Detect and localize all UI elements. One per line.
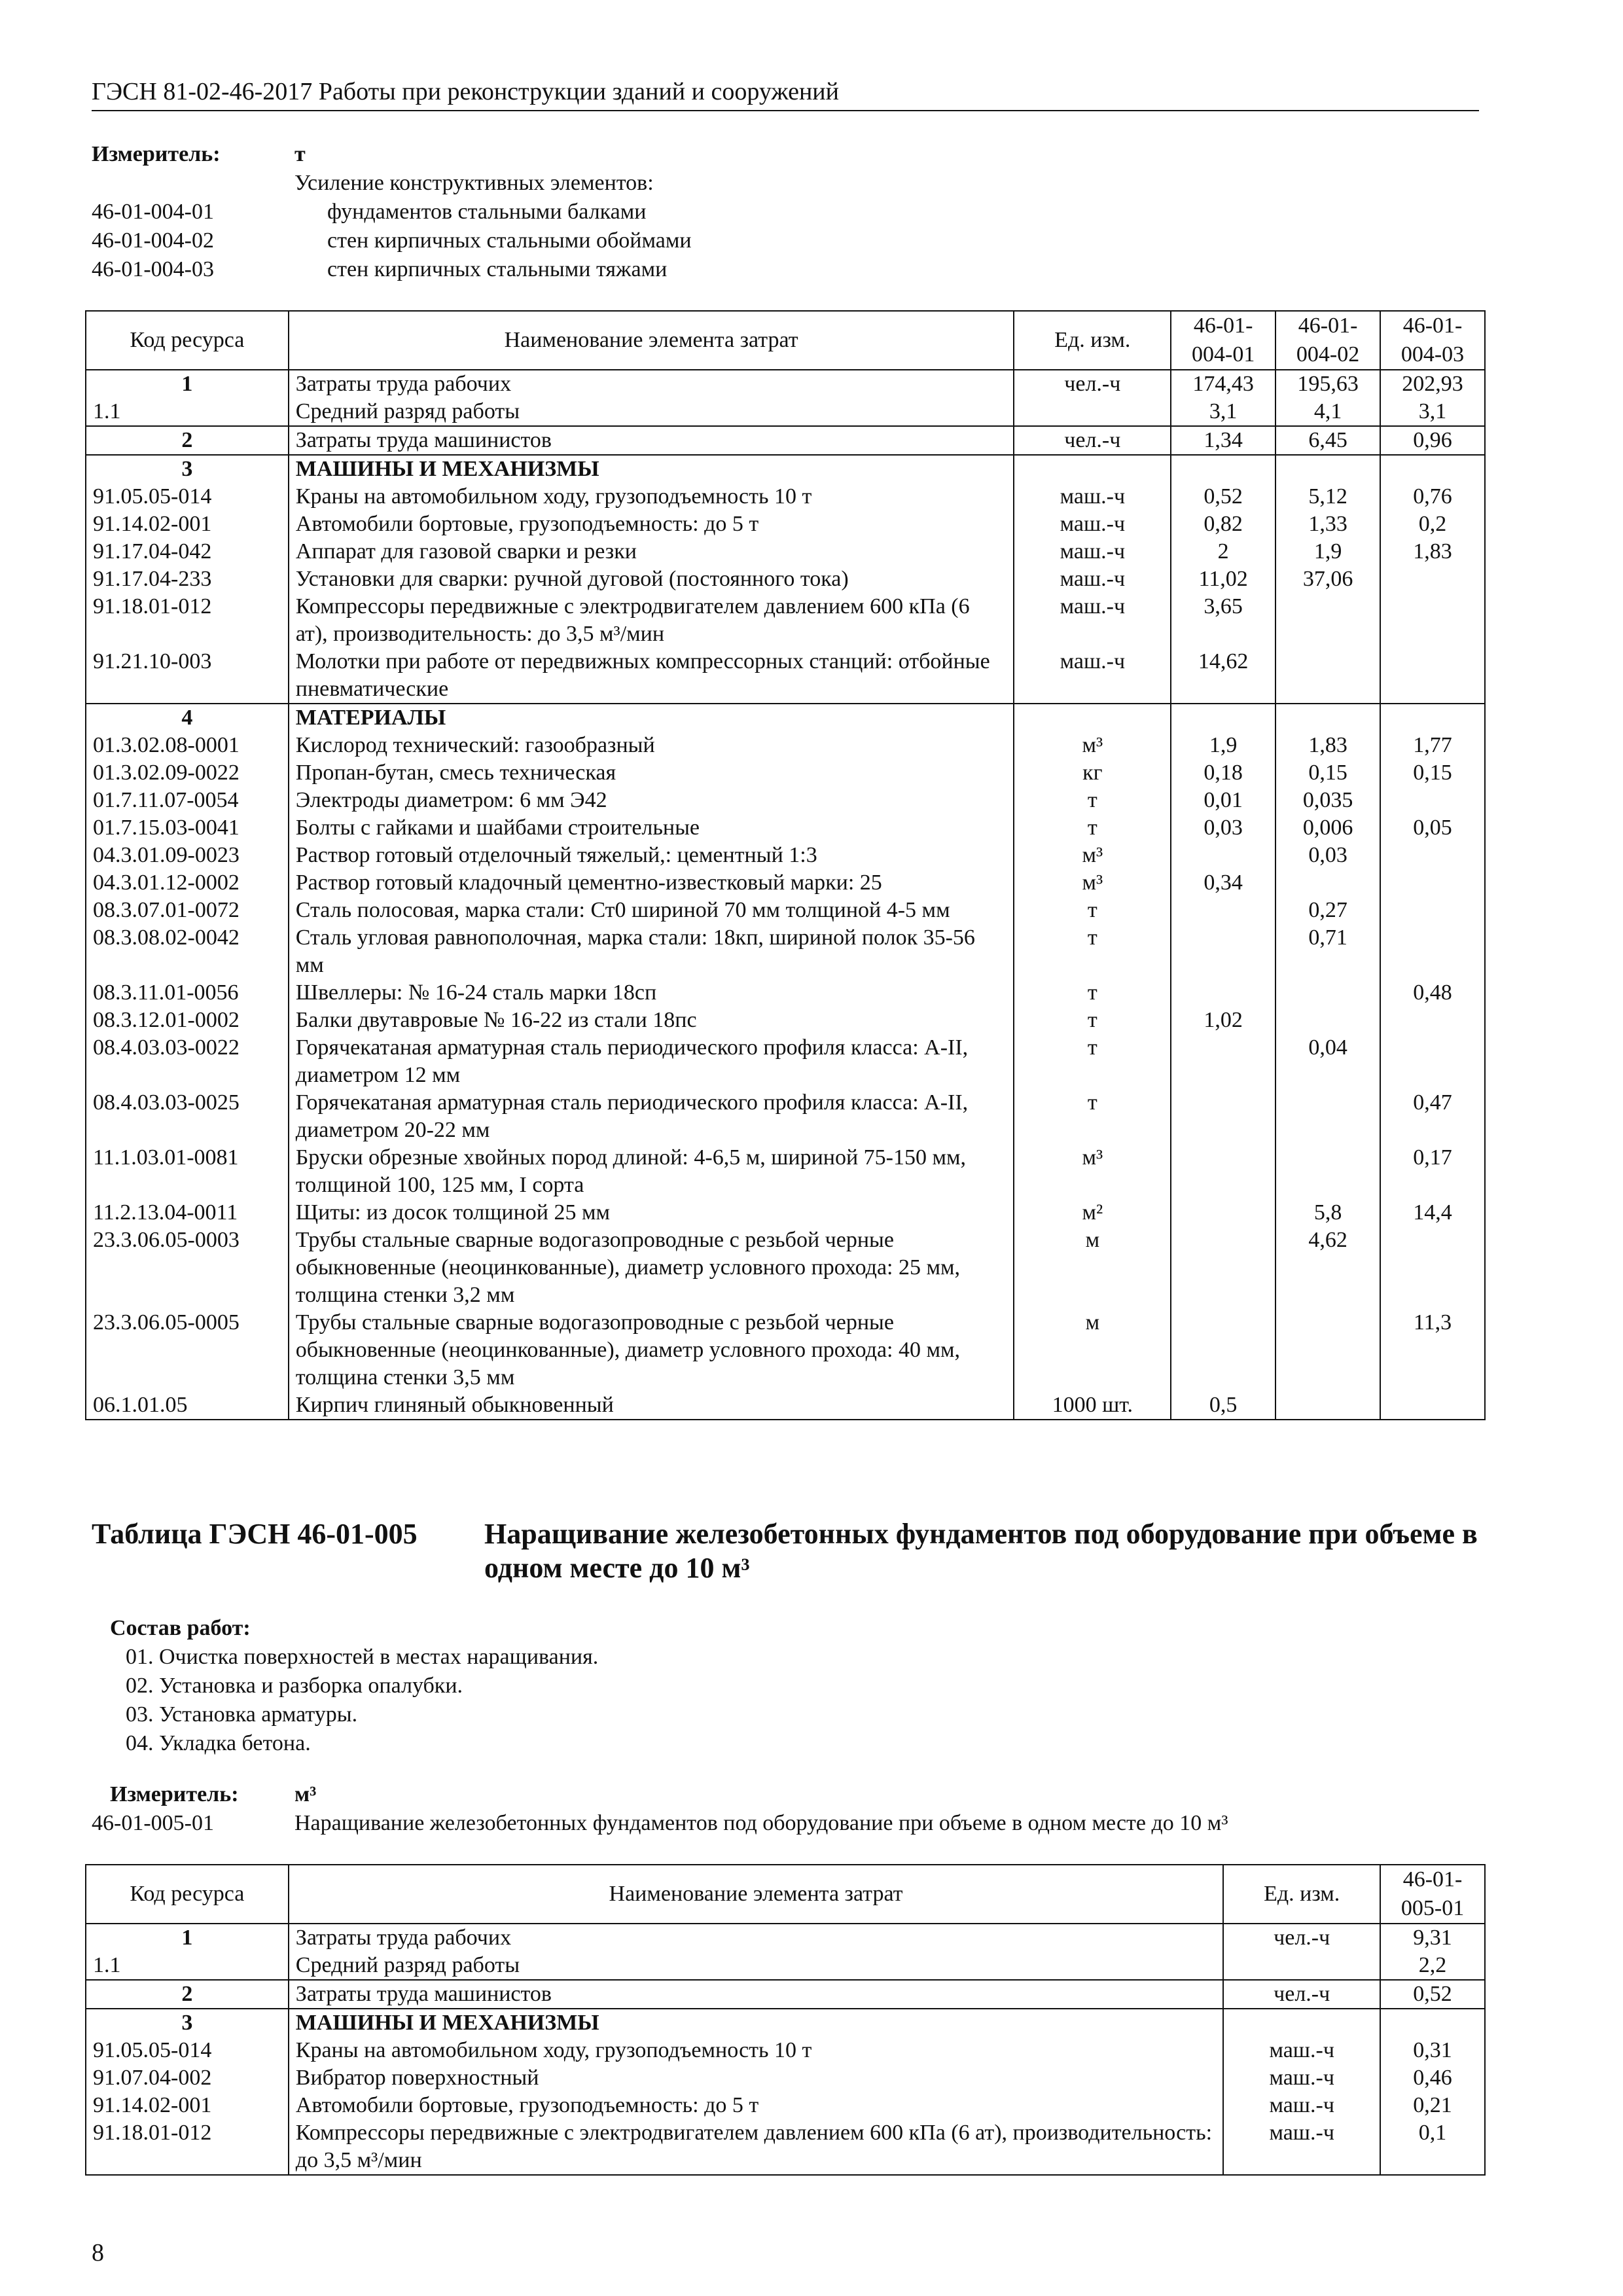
value-cell: 2 [1171, 538, 1275, 565]
name-cell: Молотки при работе от передвижных компрессорных станций: отбойные пневматические [289, 648, 1014, 704]
table-row [86, 1309, 1485, 1391]
name-cell: Трубы стальные сварные водогазопроводные с резьбой черные обыкновенные (неоцинкованные), диаметр условного прохода: 25 мм, толщина стенки 3,2 мм [289, 1227, 1014, 1309]
name-cell: Трубы стальные сварные водогазопроводные с резьбой черные обыкновенные (неоцинкованные), диаметр условного прохода: 40 мм, толщина стенки 3,5 мм [289, 1309, 1014, 1391]
table-title-text: Наращивание железобетонных фундаментов под оборудование при объеме в одном месте до 10 м³ [484, 1518, 1478, 1584]
value-cell: 174,43 [1171, 370, 1275, 398]
name-cell: Балки двутавровые № 16-22 из стали 18пс [289, 1007, 1014, 1034]
value-cell: 195,63 [1275, 370, 1380, 398]
table-row [86, 842, 1485, 869]
value-cell [1171, 924, 1275, 979]
value-cell [1380, 897, 1485, 924]
code-cell: 01.3.02.08-0001 [86, 732, 289, 759]
unit-cell [1223, 1952, 1380, 1980]
value-cell: 4,62 [1275, 1227, 1380, 1309]
table-row [86, 814, 1485, 842]
code-cell: 1 [86, 1924, 289, 1952]
col-header-name: Наименование элемента затрат [289, 1865, 1224, 1924]
code-cell: 91.17.04-042 [86, 538, 289, 565]
value-cell [1171, 1309, 1275, 1391]
value-cell: 1,77 [1380, 732, 1485, 759]
value-cell: 0,03 [1171, 814, 1275, 842]
unit-cell: т [1014, 979, 1171, 1007]
unit-cell: чел.-ч [1223, 1980, 1380, 2009]
table-row [86, 1199, 1485, 1227]
value-cell: 6,45 [1275, 426, 1380, 455]
name-cell: Затраты труда машинистов [289, 426, 1014, 455]
name-cell: Автомобили бортовые, грузоподъемность: до 5 т [289, 511, 1014, 538]
unit-cell: маш.-ч [1223, 2092, 1380, 2119]
work-item: 02. Установка и разборка опалубки. [126, 1674, 463, 1698]
value-cell [1275, 979, 1380, 1007]
col-header-norm: 46-01-004-02 [1275, 311, 1380, 370]
value-cell: 0,2 [1380, 511, 1485, 538]
unit-cell: 1000 шт. [1014, 1391, 1171, 1420]
item-name: стен кирпичных стальными обоймами [327, 228, 692, 253]
item-code: 46-01-004-02 [92, 228, 214, 253]
table-row [86, 483, 1485, 511]
value-cell: 1,02 [1171, 1007, 1275, 1034]
table-row [86, 2009, 1485, 2037]
unit-cell: чел.-ч [1014, 370, 1171, 398]
col-header-unit: Ед. изм. [1014, 311, 1171, 370]
value-cell [1171, 704, 1275, 732]
name-cell: Аппарат для газовой сварки и резки [289, 538, 1014, 565]
work-composition-heading: Состав работ: [110, 1616, 251, 1640]
value-cell: 3,65 [1171, 593, 1275, 648]
value-cell: 1,9 [1171, 732, 1275, 759]
code-cell: 08.4.03.03-0022 [86, 1034, 289, 1089]
unit-cell: т [1014, 1089, 1171, 1144]
name-cell: Сталь полосовая, марка стали: Ст0 шириной 70 мм толщиной 4-5 мм [289, 897, 1014, 924]
table-row [86, 2119, 1485, 2175]
col-header-norm: 46-01-004-01 [1171, 311, 1275, 370]
col-header-norm: 46-01-005-01 [1380, 1865, 1485, 1924]
value-cell: 11,3 [1380, 1309, 1485, 1391]
code-cell: 91.17.04-233 [86, 565, 289, 593]
value-cell [1275, 1007, 1380, 1034]
value-cell: 14,62 [1171, 648, 1275, 704]
unit-cell: т [1014, 787, 1171, 814]
value-cell: 0,006 [1275, 814, 1380, 842]
table-row [86, 370, 1485, 398]
value-cell [1275, 455, 1380, 483]
table-row [86, 1007, 1485, 1034]
code-cell: 91.07.04-002 [86, 2064, 289, 2092]
measure-label: Измеритель: [110, 1782, 239, 1806]
unit-cell: т [1014, 1007, 1171, 1034]
name-cell: Автомобили бортовые, грузоподъемность: до 5 т [289, 2092, 1224, 2119]
unit-cell: м³ [1014, 869, 1171, 897]
code-cell: 01.7.11.07-0054 [86, 787, 289, 814]
value-cell: 2,2 [1380, 1952, 1485, 1980]
code-cell: 08.3.08.02-0042 [86, 924, 289, 979]
code-cell: 91.21.10-003 [86, 648, 289, 704]
value-cell: 0,48 [1380, 979, 1485, 1007]
table-row [86, 1227, 1485, 1309]
name-cell: Раствор готовый кладочный цементно-известковый марки: 25 [289, 869, 1014, 897]
value-cell [1275, 1144, 1380, 1199]
value-cell [1275, 869, 1380, 897]
value-cell: 0,82 [1171, 511, 1275, 538]
unit-cell: м³ [1014, 842, 1171, 869]
value-cell: 0,52 [1380, 1980, 1485, 2009]
name-cell: Горячекатаная арматурная сталь периодического профиля класса: А-II, диаметром 20-22 мм [289, 1089, 1014, 1144]
item-name: Наращивание железобетонных фундаментов под оборудование при объеме в одном месте до 10 м³ [294, 1811, 1228, 1835]
page-header: ГЭСН 81-02-46-2017 Работы при реконструкции зданий и сооружений [92, 77, 1479, 111]
table-row [86, 593, 1485, 648]
value-cell [1380, 869, 1485, 897]
table-title-label: Таблица ГЭСН 46-01-005 [92, 1518, 418, 1550]
unit-cell: т [1014, 814, 1171, 842]
col-header-unit: Ед. изм. [1223, 1865, 1380, 1924]
unit-cell [1223, 2009, 1380, 2037]
unit-cell: м³ [1014, 732, 1171, 759]
code-cell: 2 [86, 1980, 289, 2009]
item-name: стен кирпичных стальными тяжами [327, 257, 668, 281]
unit-cell: т [1014, 924, 1171, 979]
value-cell [1380, 1034, 1485, 1089]
value-cell [1275, 1391, 1380, 1420]
unit-cell [1014, 704, 1171, 732]
code-cell: 11.1.03.01-0081 [86, 1144, 289, 1199]
unit-cell: м [1014, 1227, 1171, 1309]
value-cell: 0,27 [1275, 897, 1380, 924]
name-cell: Сталь угловая равнополочная, марка стали: 18кп, шириной полок 35-56 мм [289, 924, 1014, 979]
unit-cell: м² [1014, 1199, 1171, 1227]
unit-cell: кг [1014, 759, 1171, 787]
value-cell: 0,01 [1171, 787, 1275, 814]
name-cell: Швеллеры: № 16-24 сталь марки 18сп [289, 979, 1014, 1007]
table-row [86, 1980, 1485, 2009]
value-cell: 1,9 [1275, 538, 1380, 565]
unit-cell: маш.-ч [1223, 2064, 1380, 2092]
code-cell: 1.1 [86, 1952, 289, 1980]
value-cell [1171, 897, 1275, 924]
code-cell: 2 [86, 426, 289, 455]
col-header-code: Код ресурса [86, 311, 289, 370]
value-cell: 1,33 [1275, 511, 1380, 538]
name-cell: Раствор готовый отделочный тяжелый,: цементный 1:3 [289, 842, 1014, 869]
value-cell: 0,15 [1380, 759, 1485, 787]
name-cell: Затраты труда машинистов [289, 1980, 1224, 2009]
value-cell: 0,21 [1380, 2092, 1485, 2119]
col-header-code: Код ресурса [86, 1865, 289, 1924]
name-cell: Болты с гайками и шайбами строительные [289, 814, 1014, 842]
value-cell: 0,035 [1275, 787, 1380, 814]
value-cell: 1,83 [1275, 732, 1380, 759]
unit-cell: м [1014, 1309, 1171, 1391]
table-row [86, 2064, 1485, 2092]
table-row [86, 538, 1485, 565]
code-cell: 23.3.06.05-0005 [86, 1309, 289, 1391]
value-cell [1380, 593, 1485, 648]
name-cell: МАТЕРИАЛЫ [289, 704, 1014, 732]
table-row [86, 2037, 1485, 2064]
table-row [86, 759, 1485, 787]
value-cell [1275, 1309, 1380, 1391]
value-cell [1171, 1089, 1275, 1144]
value-cell: 0,03 [1275, 842, 1380, 869]
code-cell: 08.3.11.01-0056 [86, 979, 289, 1007]
code-cell: 91.14.02-001 [86, 511, 289, 538]
name-cell: МАШИНЫ И МЕХАНИЗМЫ [289, 455, 1014, 483]
code-cell: 08.3.07.01-0072 [86, 897, 289, 924]
table-row [86, 1391, 1485, 1420]
name-cell: Компрессоры передвижные с электродвигателем давлением 600 кПа (6 ат), производительность: до 3,5 м³/мин [289, 593, 1014, 648]
value-cell [1380, 787, 1485, 814]
value-cell: 0,17 [1380, 1144, 1485, 1199]
measure-value: м³ [294, 1782, 317, 1806]
unit-cell: маш.-ч [1014, 648, 1171, 704]
value-cell: 0,76 [1380, 483, 1485, 511]
table-row [86, 1089, 1485, 1144]
value-cell: 0,96 [1380, 426, 1485, 455]
code-cell: 4 [86, 704, 289, 732]
table-row [86, 1924, 1485, 1952]
value-cell: 202,93 [1380, 370, 1485, 398]
work-item: 01. Очистка поверхностей в местах наращивания. [126, 1645, 599, 1669]
value-cell: 5,8 [1275, 1199, 1380, 1227]
unit-cell: маш.-ч [1014, 565, 1171, 593]
value-cell: 0,31 [1380, 2037, 1485, 2064]
value-cell [1380, 648, 1485, 704]
value-cell: 1,83 [1380, 538, 1485, 565]
table-row [86, 1952, 1485, 1980]
unit-cell: маш.-ч [1223, 2037, 1380, 2064]
code-cell: 01.7.15.03-0041 [86, 814, 289, 842]
value-cell [1380, 1391, 1485, 1420]
value-cell: 9,31 [1380, 1924, 1485, 1952]
code-cell: 23.3.06.05-0003 [86, 1227, 289, 1309]
name-cell: Средний разряд работы [289, 1952, 1224, 1980]
unit-cell: маш.-ч [1014, 483, 1171, 511]
measure-block-2 [92, 1780, 1228, 1838]
name-cell: Горячекатаная арматурная сталь периодического профиля класса: А-II, диаметром 12 мм [289, 1034, 1014, 1089]
work-item: 04. Укладка бетона. [126, 1731, 311, 1755]
table-row [86, 455, 1485, 483]
name-cell: Установки для сварки: ручной дуговой (постоянного тока) [289, 565, 1014, 593]
code-cell: 91.18.01-012 [86, 593, 289, 648]
code-cell: 08.3.12.01-0002 [86, 1007, 289, 1034]
code-cell: 91.18.01-012 [86, 2119, 289, 2175]
item-name: фундаментов стальными балками [327, 200, 647, 224]
table-row [86, 869, 1485, 897]
value-cell [1275, 593, 1380, 648]
code-cell: 11.2.13.04-0011 [86, 1199, 289, 1227]
value-cell: 3,1 [1171, 398, 1275, 426]
value-cell [1380, 924, 1485, 979]
value-cell: 0,15 [1275, 759, 1380, 787]
code-cell: 3 [86, 2009, 289, 2037]
col-header-norm: 46-01-004-03 [1380, 311, 1485, 370]
work-item: 03. Установка арматуры. [126, 1702, 358, 1727]
unit-cell: маш.-ч [1014, 538, 1171, 565]
value-cell [1171, 979, 1275, 1007]
value-cell [1380, 2009, 1485, 2037]
value-cell [1171, 1227, 1275, 1309]
item-code: 46-01-004-03 [92, 257, 214, 281]
unit-cell [1014, 455, 1171, 483]
col-header-name: Наименование элемента затрат [289, 311, 1014, 370]
value-cell: 11,02 [1171, 565, 1275, 593]
table-row [86, 426, 1485, 455]
resource-table-2 [85, 1864, 1486, 2176]
measure-value: т [294, 142, 306, 166]
value-cell: 37,06 [1275, 565, 1380, 593]
value-cell [1380, 704, 1485, 732]
value-cell: 14,4 [1380, 1199, 1485, 1227]
table-row [86, 1144, 1485, 1199]
value-cell [1171, 1144, 1275, 1199]
value-cell: 1,34 [1171, 426, 1275, 455]
page-number: 8 [92, 2239, 104, 2267]
table-row [86, 704, 1485, 732]
value-cell [1275, 1089, 1380, 1144]
name-cell: МАШИНЫ И МЕХАНИЗМЫ [289, 2009, 1224, 2037]
table-row [86, 732, 1485, 759]
table-row [86, 2092, 1485, 2119]
table-row [86, 924, 1485, 979]
name-cell: Бруски обрезные хвойных пород длиной: 4-6,5 м, шириной 75-150 мм, толщиной 100, 125 мм, I сорта [289, 1144, 1014, 1199]
table-row [86, 511, 1485, 538]
value-cell: 4,1 [1275, 398, 1380, 426]
code-cell: 1.1 [86, 398, 289, 426]
measure-label: Измеритель: [92, 142, 221, 166]
unit-cell: т [1014, 1034, 1171, 1089]
value-cell: 0,18 [1171, 759, 1275, 787]
value-cell: 0,34 [1171, 869, 1275, 897]
value-cell [1171, 455, 1275, 483]
unit-cell: чел.-ч [1223, 1924, 1380, 1952]
work-composition [110, 1614, 598, 1758]
value-cell: 0,71 [1275, 924, 1380, 979]
code-cell: 04.3.01.12-0002 [86, 869, 289, 897]
value-cell: 0,52 [1171, 483, 1275, 511]
value-cell: 0,47 [1380, 1089, 1485, 1144]
unit-cell: м³ [1014, 1144, 1171, 1199]
code-cell: 06.1.01.05 [86, 1391, 289, 1420]
value-cell: 0,1 [1380, 2119, 1485, 2175]
resource-table-1 [85, 310, 1486, 1420]
value-cell [1380, 1007, 1485, 1034]
unit-cell: маш.-ч [1223, 2119, 1380, 2175]
unit-cell: маш.-ч [1014, 511, 1171, 538]
table-row [86, 648, 1485, 704]
value-cell: 0,46 [1380, 2064, 1485, 2092]
name-cell: Затраты труда рабочих [289, 370, 1014, 398]
value-cell: 5,12 [1275, 483, 1380, 511]
name-cell: Щиты: из досок толщиной 25 мм [289, 1199, 1014, 1227]
unit-cell: чел.-ч [1014, 426, 1171, 455]
code-cell: 01.3.02.09-0022 [86, 759, 289, 787]
name-cell: Затраты труда рабочих [289, 1924, 1224, 1952]
value-cell: 0,5 [1171, 1391, 1275, 1420]
code-cell: 91.05.05-014 [86, 483, 289, 511]
name-cell: Компрессоры передвижные с электродвигателем давлением 600 кПа (6 ат), производительность: до 3,5 м³/мин [289, 2119, 1224, 2175]
table-title [92, 1517, 1531, 1585]
code-cell: 08.4.03.03-0025 [86, 1089, 289, 1144]
value-cell [1275, 704, 1380, 732]
table-row [86, 1034, 1485, 1089]
item-code: 46-01-004-01 [92, 200, 214, 224]
unit-cell [1014, 398, 1171, 426]
table-row [86, 979, 1485, 1007]
measure-block-1 [92, 140, 692, 284]
item-code: 46-01-005-01 [92, 1811, 214, 1835]
value-cell [1171, 842, 1275, 869]
name-cell: Краны на автомобильном ходу, грузоподъемность 10 т [289, 483, 1014, 511]
value-cell [1171, 1034, 1275, 1089]
value-cell: 0,05 [1380, 814, 1485, 842]
value-cell [1380, 1227, 1485, 1309]
code-cell: 3 [86, 455, 289, 483]
unit-cell: т [1014, 897, 1171, 924]
name-cell: Пропан-бутан, смесь техническая [289, 759, 1014, 787]
name-cell: Кирпич глиняный обыкновенный [289, 1391, 1014, 1420]
value-cell [1380, 565, 1485, 593]
name-cell: Кислород технический: газообразный [289, 732, 1014, 759]
value-cell: 3,1 [1380, 398, 1485, 426]
name-cell: Средний разряд работы [289, 398, 1014, 426]
value-cell [1275, 648, 1380, 704]
table-row [86, 398, 1485, 426]
name-cell: Вибратор поверхностный [289, 2064, 1224, 2092]
name-cell: Краны на автомобильном ходу, грузоподъемность 10 т [289, 2037, 1224, 2064]
value-cell [1171, 1199, 1275, 1227]
value-cell: 0,04 [1275, 1034, 1380, 1089]
value-cell [1380, 842, 1485, 869]
value-cell [1380, 455, 1485, 483]
table-row [86, 565, 1485, 593]
code-cell: 04.3.01.09-0023 [86, 842, 289, 869]
code-cell: 1 [86, 370, 289, 398]
table-row [86, 787, 1485, 814]
unit-cell: маш.-ч [1014, 593, 1171, 648]
name-cell: Электроды диаметром: 6 мм Э42 [289, 787, 1014, 814]
code-cell: 91.14.02-001 [86, 2092, 289, 2119]
group-title: Усиление конструктивных элементов: [294, 171, 654, 195]
code-cell: 91.05.05-014 [86, 2037, 289, 2064]
table-row [86, 897, 1485, 924]
